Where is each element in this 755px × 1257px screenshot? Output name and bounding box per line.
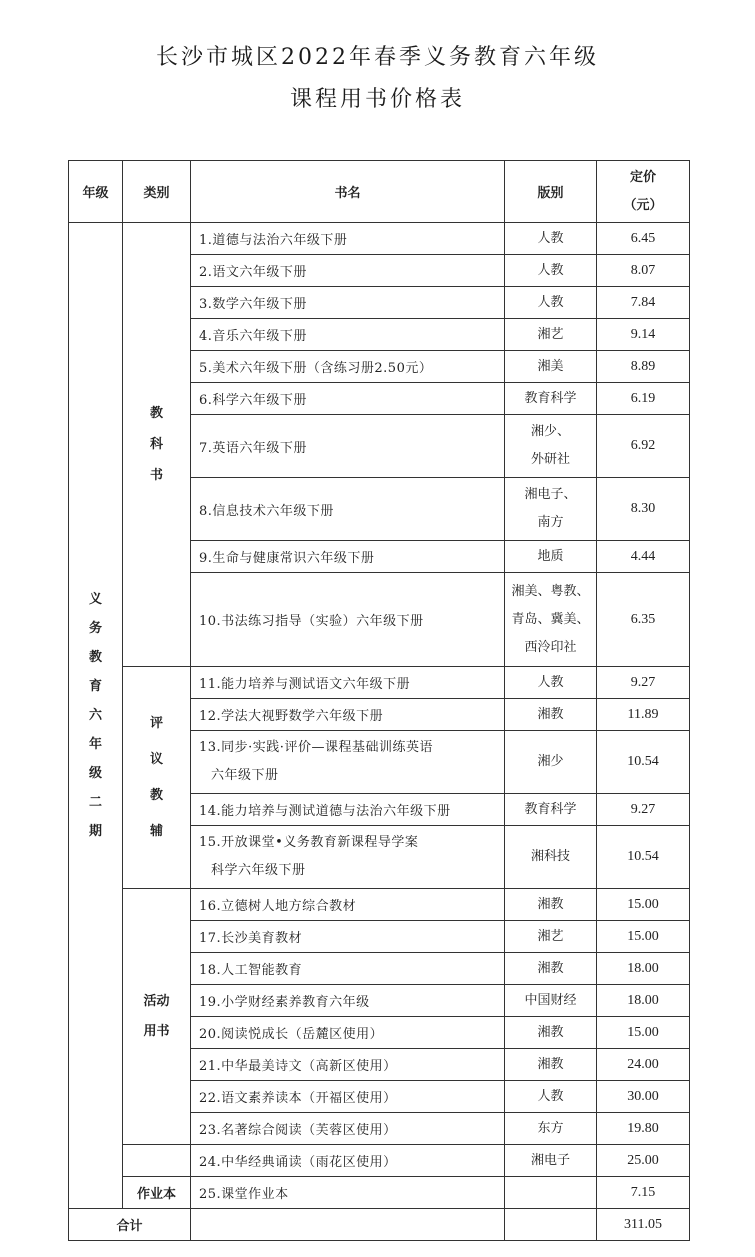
book-price: 15.00 <box>597 921 690 953</box>
book-edition: 人教 <box>505 1081 597 1113</box>
book-name: 5.美术六年级下册（含练习册2.50元） <box>191 351 505 383</box>
book-edition: 湘教 <box>505 953 597 985</box>
book-name: 9.生命与健康常识六年级下册 <box>191 541 505 573</box>
book-name: 25.课堂作业本 <box>191 1177 505 1209</box>
book-price: 6.19 <box>597 383 690 415</box>
book-name: 16.立德树人地方综合教材 <box>191 889 505 921</box>
category-homework: 作业本 <box>123 1177 191 1209</box>
header-grade: 年级 <box>69 161 123 223</box>
grade-cell: 义 务 教 育 六 年 级 二 期 <box>69 223 123 1209</box>
book-edition: 湘少、 外研社 <box>505 415 597 478</box>
book-edition: 湘美 <box>505 351 597 383</box>
book-edition: 湘教 <box>505 1049 597 1081</box>
book-edition: 湘少 <box>505 731 597 794</box>
book-price: 15.00 <box>597 1017 690 1049</box>
book-edition: 中国财经 <box>505 985 597 1017</box>
book-price: 8.07 <box>597 255 690 287</box>
book-edition: 人教 <box>505 255 597 287</box>
book-name: 4.音乐六年级下册 <box>191 319 505 351</box>
category-empty <box>123 1145 191 1177</box>
book-price: 18.00 <box>597 985 690 1017</box>
category-review: 评 议 教 辅 <box>123 667 191 889</box>
book-edition: 湘电子 <box>505 1145 597 1177</box>
book-price: 6.35 <box>597 573 690 667</box>
book-price: 18.00 <box>597 953 690 985</box>
book-name: 3.数学六年级下册 <box>191 287 505 319</box>
book-name: 15.开放课堂•义务教育新课程导学案 科学六年级下册 <box>191 826 505 889</box>
book-price: 9.27 <box>597 667 690 699</box>
book-price: 6.92 <box>597 415 690 478</box>
book-edition: 地质 <box>505 541 597 573</box>
book-edition <box>505 1177 597 1209</box>
price-table <box>68 160 690 1241</box>
book-price: 9.14 <box>597 319 690 351</box>
header-book: 书名 <box>191 161 505 223</box>
total-edition-empty <box>505 1209 597 1241</box>
book-price: 7.15 <box>597 1177 690 1209</box>
book-price: 7.84 <box>597 287 690 319</box>
book-name: 17.长沙美育教材 <box>191 921 505 953</box>
book-name: 2.语文六年级下册 <box>191 255 505 287</box>
page-title-line1: 长沙市城区2022年春季义务教育六年级 <box>156 45 599 70</box>
book-edition: 人教 <box>505 223 597 255</box>
book-price: 8.89 <box>597 351 690 383</box>
book-price: 11.89 <box>597 699 690 731</box>
category-activity: 活动 用书 <box>123 889 191 1145</box>
book-edition: 教育科学 <box>505 383 597 415</box>
book-name: 10.书法练习指导（实验）六年级下册 <box>191 573 505 667</box>
book-name: 14.能力培养与测试道德与法治六年级下册 <box>191 794 505 826</box>
book-price: 8.30 <box>597 478 690 541</box>
book-price: 6.45 <box>597 223 690 255</box>
book-edition: 湘教 <box>505 1017 597 1049</box>
book-name: 21.中华最美诗文（高新区使用） <box>191 1049 505 1081</box>
book-name: 12.学法大视野数学六年级下册 <box>191 699 505 731</box>
total-book-empty <box>191 1209 505 1241</box>
total-value: 311.05 <box>597 1209 690 1241</box>
book-edition: 东方 <box>505 1113 597 1145</box>
book-price: 4.44 <box>597 541 690 573</box>
header-price-line1: 定价 <box>629 169 656 185</box>
total-label: 合计 <box>69 1209 191 1241</box>
book-name: 22.语文素养读本（开福区使用） <box>191 1081 505 1113</box>
book-price: 10.54 <box>597 731 690 794</box>
book-edition: 湘艺 <box>505 319 597 351</box>
book-price: 10.54 <box>597 826 690 889</box>
book-name: 1.道德与法治六年级下册 <box>191 223 505 255</box>
book-price: 9.27 <box>597 794 690 826</box>
category-textbook: 教 科 书 <box>123 223 191 667</box>
book-edition: 湘美、粤教、 青岛、冀美、 西泠印社 <box>505 573 597 667</box>
book-name: 7.英语六年级下册 <box>191 415 505 478</box>
book-name: 18.人工智能教育 <box>191 953 505 985</box>
book-name: 11.能力培养与测试语文六年级下册 <box>191 667 505 699</box>
book-price: 15.00 <box>597 889 690 921</box>
book-price: 19.80 <box>597 1113 690 1145</box>
book-edition: 人教 <box>505 287 597 319</box>
book-edition: 人教 <box>505 667 597 699</box>
book-price: 24.00 <box>597 1049 690 1081</box>
book-name: 19.小学财经素养教育六年级 <box>191 985 505 1017</box>
book-name: 24.中华经典诵读（雨花区使用） <box>191 1145 505 1177</box>
book-name: 20.阅读悦成长（岳麓区使用） <box>191 1017 505 1049</box>
book-name: 23.名著综合阅读（芙蓉区使用） <box>191 1113 505 1145</box>
book-name: 8.信息技术六年级下册 <box>191 478 505 541</box>
book-edition: 湘教 <box>505 889 597 921</box>
book-name: 13.同步·实践·评价—课程基础训练英语 六年级下册 <box>191 731 505 794</box>
book-edition: 湘教 <box>505 699 597 731</box>
header-price-line2: （元） <box>623 197 663 213</box>
header-category: 类别 <box>123 161 191 223</box>
book-price: 30.00 <box>597 1081 690 1113</box>
header-edition: 版别 <box>505 161 597 223</box>
book-edition: 湘艺 <box>505 921 597 953</box>
page-title-line2: 课程用书价格表 <box>289 87 465 112</box>
book-edition: 湘电子、 南方 <box>505 478 597 541</box>
book-edition: 湘科技 <box>505 826 597 889</box>
header-price <box>597 161 690 223</box>
book-price: 25.00 <box>597 1145 690 1177</box>
book-name: 6.科学六年级下册 <box>191 383 505 415</box>
book-edition: 教育科学 <box>505 794 597 826</box>
